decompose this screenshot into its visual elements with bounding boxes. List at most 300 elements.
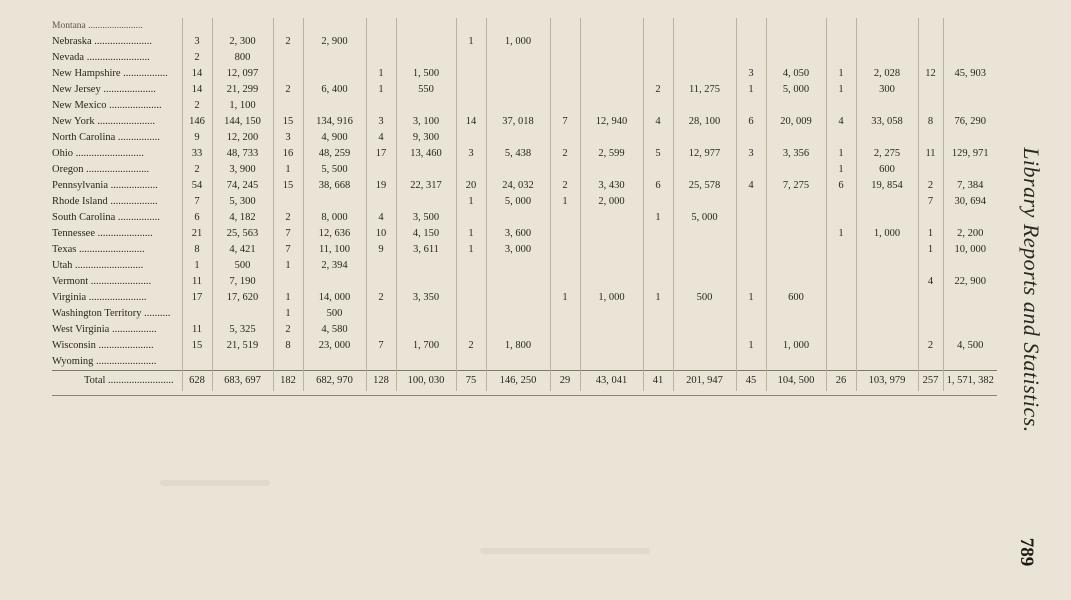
volume-count-cell	[766, 306, 826, 322]
volume-count-cell: 28, 100	[673, 114, 736, 130]
library-count-cell	[736, 306, 766, 322]
volume-count-cell: 3, 000	[486, 242, 550, 258]
library-count-cell: 1	[826, 226, 856, 242]
volume-count-cell: 2, 000	[580, 194, 643, 210]
total-cell: 182	[273, 371, 303, 392]
library-count-cell: 3	[273, 130, 303, 146]
volume-count-cell	[303, 18, 366, 34]
volume-count-cell	[943, 162, 997, 178]
library-count-cell	[550, 34, 580, 50]
library-count-cell: 2	[643, 82, 673, 98]
library-count-cell: 2	[918, 178, 943, 194]
volume-count-cell: 2, 394	[303, 258, 366, 274]
library-count-cell	[550, 274, 580, 290]
table-row	[52, 66, 997, 82]
state-name-cell: Nebraska ......................	[52, 36, 153, 47]
volume-count-cell: 76, 290	[943, 114, 997, 130]
volume-count-cell	[856, 50, 918, 66]
library-count-cell	[736, 322, 766, 338]
library-count-cell: 1	[273, 306, 303, 322]
volume-count-cell: 300	[856, 82, 918, 98]
volume-count-cell: 1, 000	[856, 226, 918, 242]
table-row	[52, 338, 997, 354]
total-cell: 628	[182, 371, 212, 392]
library-count-cell	[366, 34, 396, 50]
total-cell: 100, 030	[396, 371, 456, 392]
library-count-cell: 6	[643, 178, 673, 194]
total-cell: 75	[456, 371, 486, 392]
running-title: Library Reports and Statistics.	[1019, 147, 1044, 433]
volume-count-cell	[766, 162, 826, 178]
volume-count-cell	[580, 18, 643, 34]
library-count-cell: 1	[643, 210, 673, 226]
volume-count-cell: 3, 100	[396, 114, 456, 130]
table-row	[52, 290, 997, 306]
library-count-cell: 1	[273, 290, 303, 306]
library-count-cell: 1	[826, 82, 856, 98]
library-count-cell	[918, 322, 943, 338]
table-row	[52, 274, 997, 290]
library-count-cell	[550, 18, 580, 34]
total-cell: 29	[550, 371, 580, 392]
volume-count-cell: 5, 000	[766, 82, 826, 98]
library-count-cell: 6	[826, 178, 856, 194]
table-row	[52, 98, 997, 114]
library-count-cell	[366, 162, 396, 178]
volume-count-cell	[580, 306, 643, 322]
library-count-cell	[273, 66, 303, 82]
volume-count-cell: 1, 000	[486, 34, 550, 50]
volume-count-cell: 12, 977	[673, 146, 736, 162]
volume-count-cell: 7, 275	[766, 178, 826, 194]
library-count-cell: 2	[182, 50, 212, 66]
total-cell: 257	[918, 371, 943, 392]
library-count-cell	[826, 242, 856, 258]
volume-count-cell	[766, 50, 826, 66]
volume-count-cell	[673, 258, 736, 274]
state-name-cell: Washington Territory ..........	[52, 308, 171, 319]
library-count-cell: 5	[643, 146, 673, 162]
state-name-cell: West Virginia .................	[52, 324, 157, 335]
volume-count-cell: 4, 050	[766, 66, 826, 82]
volume-count-cell	[396, 322, 456, 338]
library-count-cell: 1	[366, 82, 396, 98]
library-count-cell	[826, 306, 856, 322]
library-count-cell: 1	[918, 226, 943, 242]
library-count-cell	[826, 50, 856, 66]
table-row	[52, 242, 997, 258]
volume-count-cell	[673, 18, 736, 34]
volume-count-cell	[766, 274, 826, 290]
volume-count-cell: 10, 000	[943, 242, 997, 258]
state-name-cell: Texas .........................	[52, 244, 145, 255]
volume-count-cell: 9, 300	[396, 130, 456, 146]
library-count-cell: 2	[273, 34, 303, 50]
library-count-cell	[643, 130, 673, 146]
volume-count-cell	[856, 306, 918, 322]
table-row	[52, 34, 997, 50]
library-count-cell: 1	[182, 258, 212, 274]
library-count-cell	[736, 226, 766, 242]
volume-count-cell	[580, 274, 643, 290]
volume-count-cell	[673, 274, 736, 290]
library-count-cell: 21	[182, 226, 212, 242]
library-count-cell	[456, 306, 486, 322]
library-count-cell	[918, 82, 943, 98]
library-count-cell	[826, 274, 856, 290]
print-smudge	[160, 480, 270, 486]
state-name-cell: Vermont .......................	[52, 276, 152, 287]
library-count-cell: 9	[366, 242, 396, 258]
volume-count-cell: 25, 578	[673, 178, 736, 194]
volume-count-cell	[303, 274, 366, 290]
volume-count-cell: 21, 299	[212, 82, 273, 98]
library-count-cell: 1	[736, 338, 766, 354]
volume-count-cell: 3, 430	[580, 178, 643, 194]
library-count-cell: 7	[918, 194, 943, 210]
library-count-cell: 19	[366, 178, 396, 194]
volume-count-cell	[673, 354, 736, 371]
library-count-cell	[736, 162, 766, 178]
volume-count-cell	[766, 226, 826, 242]
library-count-cell: 2	[273, 82, 303, 98]
volume-count-cell	[396, 354, 456, 371]
volume-count-cell: 1, 800	[486, 338, 550, 354]
volume-count-cell	[766, 98, 826, 114]
library-count-cell	[643, 354, 673, 371]
library-count-cell: 4	[366, 210, 396, 226]
volume-count-cell	[856, 290, 918, 306]
library-count-cell: 1	[550, 194, 580, 210]
volume-count-cell	[580, 258, 643, 274]
volume-count-cell: 5, 300	[212, 194, 273, 210]
volume-count-cell: 14, 000	[303, 290, 366, 306]
library-count-cell: 15	[182, 338, 212, 354]
volume-count-cell: 12, 200	[212, 130, 273, 146]
table-row	[52, 258, 997, 274]
library-count-cell	[366, 354, 396, 371]
volume-count-cell	[303, 354, 366, 371]
library-count-cell	[366, 50, 396, 66]
volume-count-cell	[766, 194, 826, 210]
volume-count-cell	[766, 210, 826, 226]
table-row	[52, 194, 997, 210]
volume-count-cell: 17, 620	[212, 290, 273, 306]
library-count-cell	[456, 322, 486, 338]
library-count-cell	[918, 306, 943, 322]
volume-count-cell	[673, 322, 736, 338]
library-count-cell	[182, 306, 212, 322]
volume-count-cell: 1, 100	[212, 98, 273, 114]
volume-count-cell: 5, 000	[673, 210, 736, 226]
state-name-cell: Oregon ........................	[52, 164, 150, 175]
volume-count-cell: 11, 275	[673, 82, 736, 98]
volume-count-cell	[580, 66, 643, 82]
volume-count-cell	[943, 290, 997, 306]
state-name-cell: New Jersey ....................	[52, 84, 156, 95]
volume-count-cell	[943, 322, 997, 338]
volume-count-cell	[856, 274, 918, 290]
library-count-cell	[366, 322, 396, 338]
library-count-cell: 2	[456, 338, 486, 354]
volume-count-cell: 500	[212, 258, 273, 274]
volume-count-cell: 12, 940	[580, 114, 643, 130]
library-count-cell	[366, 18, 396, 34]
volume-count-cell	[212, 18, 273, 34]
volume-count-cell	[486, 274, 550, 290]
volume-count-cell	[303, 50, 366, 66]
volume-count-cell	[486, 82, 550, 98]
print-smudge	[480, 548, 650, 554]
table-row	[52, 18, 997, 34]
library-count-cell	[643, 34, 673, 50]
volume-count-cell: 4, 421	[212, 242, 273, 258]
library-count-cell: 3	[182, 34, 212, 50]
library-count-cell	[273, 50, 303, 66]
volume-count-cell	[212, 354, 273, 371]
state-name-cell: New Hampshire .................	[52, 68, 168, 79]
library-count-cell: 17	[366, 146, 396, 162]
volume-count-cell: 4, 900	[303, 130, 366, 146]
volume-count-cell	[856, 242, 918, 258]
library-count-cell	[736, 130, 766, 146]
library-count-cell	[918, 162, 943, 178]
volume-count-cell: 3, 600	[486, 226, 550, 242]
volume-count-cell: 4, 182	[212, 210, 273, 226]
library-count-cell: 7	[182, 194, 212, 210]
library-count-cell: 2	[918, 338, 943, 354]
volume-count-cell: 20, 009	[766, 114, 826, 130]
library-count-cell	[456, 130, 486, 146]
library-count-cell: 1	[736, 290, 766, 306]
total-cell: 43, 041	[580, 371, 643, 392]
volume-count-cell	[766, 322, 826, 338]
library-count-cell: 2	[182, 162, 212, 178]
library-count-cell: 1	[456, 34, 486, 50]
page-number: 789	[1016, 537, 1037, 567]
volume-count-cell: 2, 275	[856, 146, 918, 162]
volume-count-cell: 13, 460	[396, 146, 456, 162]
library-count-cell	[550, 210, 580, 226]
library-count-cell	[736, 210, 766, 226]
volume-count-cell: 25, 563	[212, 226, 273, 242]
volume-count-cell	[486, 306, 550, 322]
volume-count-cell: 8, 000	[303, 210, 366, 226]
state-name-cell: Wyoming .......................	[52, 356, 157, 367]
volume-count-cell	[856, 194, 918, 210]
library-count-cell	[643, 322, 673, 338]
volume-count-cell: 19, 854	[856, 178, 918, 194]
library-count-cell	[643, 194, 673, 210]
library-count-cell: 16	[273, 146, 303, 162]
volume-count-cell	[486, 162, 550, 178]
state-name-cell: Wisconsin .....................	[52, 340, 154, 351]
volume-count-cell: 4, 500	[943, 338, 997, 354]
library-count-cell	[736, 242, 766, 258]
volume-count-cell	[673, 130, 736, 146]
volume-count-cell: 500	[303, 306, 366, 322]
volume-count-cell: 74, 245	[212, 178, 273, 194]
library-count-cell	[643, 306, 673, 322]
library-count-cell	[643, 226, 673, 242]
volume-count-cell	[396, 162, 456, 178]
library-count-cell: 1	[736, 82, 766, 98]
volume-count-cell	[766, 34, 826, 50]
volume-count-cell	[580, 98, 643, 114]
volume-count-cell	[673, 338, 736, 354]
table-row	[52, 226, 997, 242]
volume-count-cell: 33, 058	[856, 114, 918, 130]
volume-count-cell: 37, 018	[486, 114, 550, 130]
volume-count-cell	[486, 130, 550, 146]
library-count-cell	[456, 162, 486, 178]
total-cell: 1, 571, 382	[943, 371, 997, 392]
volume-count-cell: 45, 903	[943, 66, 997, 82]
volume-count-cell: 134, 916	[303, 114, 366, 130]
volume-count-cell	[303, 194, 366, 210]
library-count-cell	[643, 98, 673, 114]
library-count-cell: 12	[918, 66, 943, 82]
library-count-cell: 4	[736, 178, 766, 194]
total-cell: 104, 500	[766, 371, 826, 392]
table-body	[52, 18, 997, 391]
volume-count-cell: 30, 694	[943, 194, 997, 210]
total-cell: 26	[826, 371, 856, 392]
library-count-cell	[826, 34, 856, 50]
library-count-cell	[456, 66, 486, 82]
library-count-cell	[918, 18, 943, 34]
volume-count-cell	[856, 130, 918, 146]
volume-count-cell	[673, 34, 736, 50]
library-count-cell: 7	[550, 114, 580, 130]
volume-count-cell: 3, 611	[396, 242, 456, 258]
library-count-cell	[643, 18, 673, 34]
table-row	[52, 210, 997, 226]
volume-count-cell	[580, 354, 643, 371]
table-row	[52, 146, 997, 162]
library-count-cell	[826, 130, 856, 146]
total-cell: 682, 970	[303, 371, 366, 392]
library-count-cell: 1	[826, 66, 856, 82]
library-count-cell	[273, 274, 303, 290]
total-cell: 103, 979	[856, 371, 918, 392]
library-count-cell	[182, 18, 212, 34]
volume-count-cell	[580, 242, 643, 258]
library-count-cell: 4	[643, 114, 673, 130]
library-count-cell: 14	[456, 114, 486, 130]
library-count-cell	[550, 162, 580, 178]
library-count-cell	[456, 290, 486, 306]
library-count-cell: 1	[826, 162, 856, 178]
library-count-cell: 10	[366, 226, 396, 242]
library-count-cell: 6	[736, 114, 766, 130]
volume-count-cell	[673, 242, 736, 258]
volume-count-cell: 4, 150	[396, 226, 456, 242]
total-cell: 683, 697	[212, 371, 273, 392]
library-count-cell	[550, 242, 580, 258]
volume-count-cell	[486, 258, 550, 274]
library-count-cell	[550, 66, 580, 82]
table-row	[52, 162, 997, 178]
library-count-cell	[366, 274, 396, 290]
volume-count-cell	[943, 130, 997, 146]
volume-count-cell: 21, 519	[212, 338, 273, 354]
library-count-cell: 15	[273, 178, 303, 194]
volume-count-cell: 12, 636	[303, 226, 366, 242]
library-count-cell	[456, 50, 486, 66]
state-name-cell: Nevada ........................	[52, 52, 150, 63]
library-count-cell	[826, 98, 856, 114]
library-count-cell	[826, 290, 856, 306]
volume-count-cell	[396, 274, 456, 290]
volume-count-cell	[856, 338, 918, 354]
volume-count-cell: 38, 668	[303, 178, 366, 194]
state-name-cell: Virginia ......................	[52, 292, 147, 303]
volume-count-cell: 7, 190	[212, 274, 273, 290]
library-count-cell: 6	[182, 210, 212, 226]
library-count-cell	[643, 50, 673, 66]
library-count-cell	[182, 354, 212, 371]
library-count-cell	[736, 354, 766, 371]
library-count-cell: 7	[273, 226, 303, 242]
library-count-cell: 1	[366, 66, 396, 82]
volume-count-cell	[673, 306, 736, 322]
volume-count-cell: 22, 900	[943, 274, 997, 290]
library-count-cell	[643, 274, 673, 290]
volume-count-cell: 48, 259	[303, 146, 366, 162]
total-cell: 201, 947	[673, 371, 736, 392]
library-count-cell	[456, 354, 486, 371]
library-count-cell	[643, 242, 673, 258]
library-count-cell	[550, 322, 580, 338]
volume-count-cell: 500	[673, 290, 736, 306]
library-count-cell	[826, 354, 856, 371]
library-count-cell	[736, 194, 766, 210]
volume-count-cell	[766, 354, 826, 371]
volume-count-cell	[396, 306, 456, 322]
volume-count-cell: 600	[766, 290, 826, 306]
volume-count-cell	[766, 242, 826, 258]
library-count-cell: 7	[366, 338, 396, 354]
volume-count-cell	[673, 50, 736, 66]
volume-count-cell: 6, 400	[303, 82, 366, 98]
volume-count-cell: 2, 599	[580, 146, 643, 162]
volume-count-cell	[673, 226, 736, 242]
library-count-cell	[456, 210, 486, 226]
library-count-cell	[918, 50, 943, 66]
library-count-cell	[826, 322, 856, 338]
library-count-cell	[918, 34, 943, 50]
library-count-cell: 14	[182, 82, 212, 98]
table-row	[52, 354, 997, 371]
library-count-cell: 2	[550, 178, 580, 194]
library-count-cell: 2	[273, 210, 303, 226]
total-row	[52, 371, 997, 392]
volume-count-cell	[943, 258, 997, 274]
library-count-cell	[550, 130, 580, 146]
table-row	[52, 114, 997, 130]
volume-count-cell: 24, 032	[486, 178, 550, 194]
volume-count-cell	[580, 226, 643, 242]
library-count-cell: 1	[456, 242, 486, 258]
state-name-cell: New Mexico ....................	[52, 100, 162, 111]
volume-count-cell	[766, 18, 826, 34]
library-count-cell	[736, 98, 766, 114]
library-count-cell	[273, 194, 303, 210]
library-count-cell: 8	[918, 114, 943, 130]
library-count-cell	[643, 162, 673, 178]
volume-count-cell: 2, 900	[303, 34, 366, 50]
